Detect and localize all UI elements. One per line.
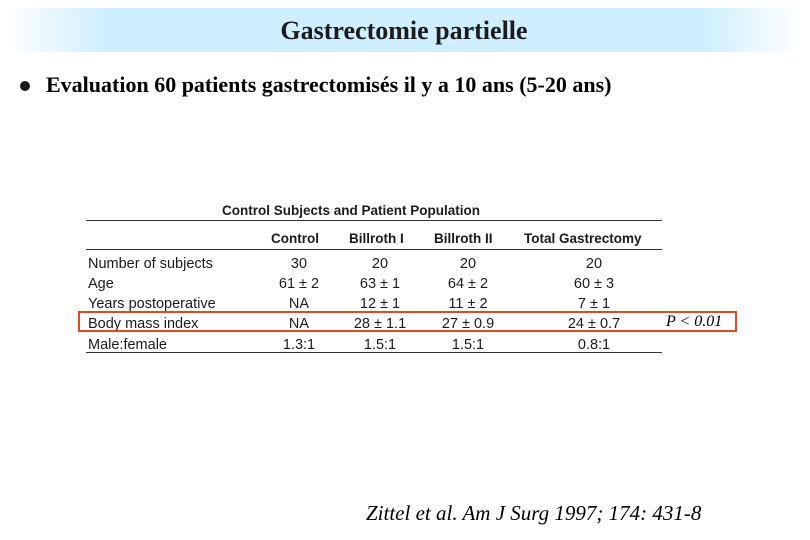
table-header-rule [86,249,662,250]
header-billroth-2: Billroth II [434,231,493,246]
table-cell: 12 ± 1 [359,296,401,312]
header-billroth-1: Billroth I [349,231,404,246]
row-label: Years postoperative [88,296,216,312]
table-cell: 11 ± 2 [448,296,488,312]
table-cell: 20 [371,256,389,272]
table-cell: 24 ± 0.7 [567,316,621,332]
table-cell: 60 ± 3 [573,276,615,292]
table-cell: 27 ± 0.9 [441,316,495,332]
table-cell: NA [288,296,310,312]
table-top-rule [86,220,662,221]
row-label: Age [88,276,114,292]
p-value: P < 0.01 [666,313,723,330]
table-cell: 20 [459,256,477,272]
table-cell: 20 [585,256,603,272]
table-title: Control Subjects and Patient Population [222,203,481,218]
title-band [8,8,800,52]
table-cell: 61 ± 2 [278,276,320,292]
table-cell: 63 ± 1 [359,276,401,292]
row-label: Male:female [88,337,167,353]
highlight-box [78,311,737,332]
table-cell: 0.8:1 [577,337,611,353]
row-label: Number of subjects [88,256,213,272]
slide-title: Gastrectomie partielle [280,16,528,45]
table-cell: 28 ± 1.1 [353,316,407,332]
table-cell: 30 [290,256,308,272]
table-cell: 1.5:1 [451,337,485,353]
header-total-gastrectomy: Total Gastrectomy [524,231,642,246]
data-table [86,202,666,360]
table-cell: NA [288,316,310,332]
table-cell: 1.3:1 [282,337,316,353]
header-control: Control [271,231,319,246]
row-label: Body mass index [88,316,199,332]
table-cell: 1.5:1 [363,337,397,353]
table-cell: 7 ± 1 [577,296,611,312]
bullet-dot-icon [20,81,30,91]
citation: Zittel et al. Am J Surg 1997; 174: 431-8 [366,501,702,525]
table-cell: 64 ± 2 [447,276,489,292]
bullet-text: Evaluation 60 patients gastrectomisés il y a 10 ans (5-20 ans) [46,72,612,97]
